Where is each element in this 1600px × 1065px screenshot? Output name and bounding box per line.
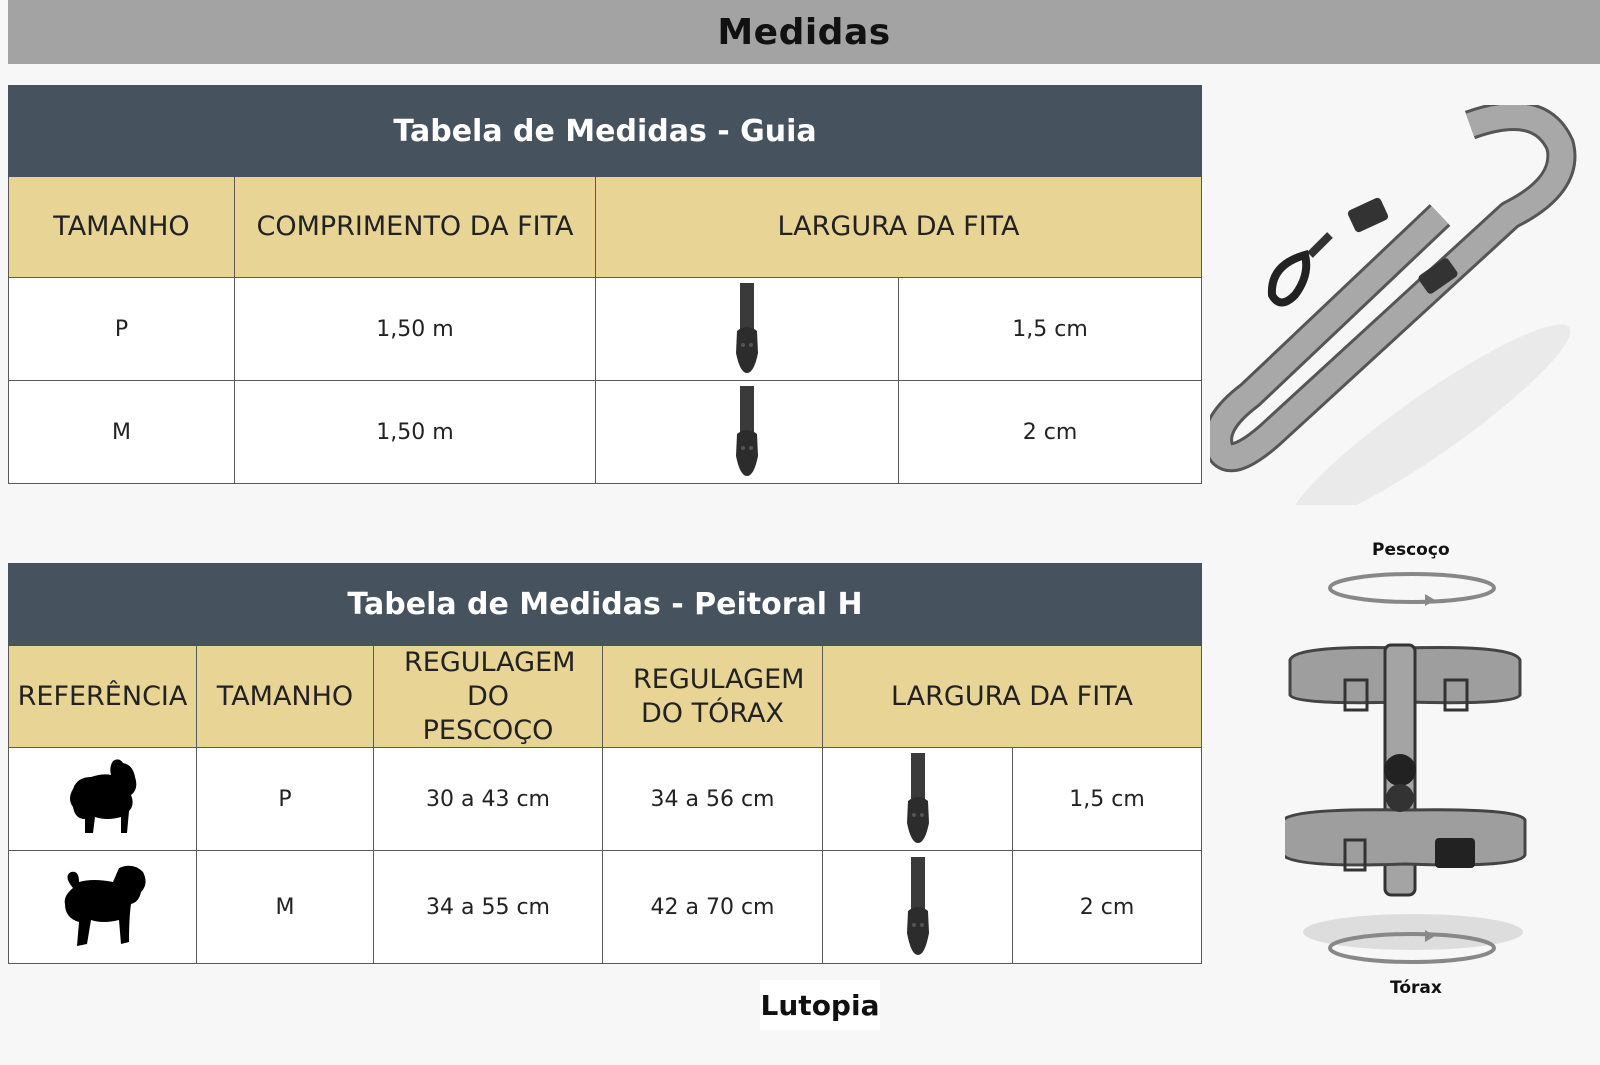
peitoral-row-pescoco: 34 a 55 cm (374, 851, 603, 964)
strap-icon (732, 283, 762, 375)
table-row (9, 851, 1202, 964)
peitoral-row-largura: 2 cm (1013, 851, 1202, 964)
strap-icon (903, 857, 933, 957)
chest-label: Tórax (1390, 978, 1442, 998)
guia-header-tamanho: TAMANHO (9, 177, 235, 278)
peitoral-row-tamanho: M (197, 851, 374, 964)
harness-illustration (1285, 570, 1545, 970)
pomeranian-silhouette-icon (63, 755, 143, 837)
reference-image (9, 748, 197, 851)
strap-thumbnail (823, 851, 1013, 964)
guia-row-comprimento: 1,50 m (235, 381, 596, 484)
peitoral-row-pescoco: 30 a 43 cm (374, 748, 603, 851)
table-row (9, 748, 1202, 851)
peitoral-table-title: Tabela de Medidas - Peitoral H (9, 564, 1202, 646)
peitoral-header-tamanho: TAMANHO (197, 646, 374, 748)
peitoral-row-tamanho: P (197, 748, 374, 851)
pug-silhouette-icon (53, 858, 153, 950)
peitoral-header-pescoco: REGULAGEM DO PESCOÇO (374, 646, 603, 748)
peitoral-table (8, 563, 1202, 964)
strap-thumbnail (596, 278, 899, 381)
peitoral-header-largura: LARGURA DA FITA (823, 646, 1202, 748)
strap-thumbnail (823, 748, 1013, 851)
guia-row-tamanho: P (9, 278, 235, 381)
peitoral-row-torax: 42 a 70 cm (603, 851, 823, 964)
strap-icon (903, 753, 933, 845)
guia-row-largura: 2 cm (899, 381, 1202, 484)
peitoral-row-largura: 1,5 cm (1013, 748, 1202, 851)
table-row (9, 278, 1202, 381)
guia-row-comprimento: 1,50 m (235, 278, 596, 381)
leash-illustration (1210, 105, 1590, 505)
peitoral-header-torax: REGULAGEM DO TÓRAX (603, 646, 823, 748)
page-header (8, 0, 1600, 64)
guia-row-largura: 1,5 cm (899, 278, 1202, 381)
peitoral-row-torax: 34 a 56 cm (603, 748, 823, 851)
guia-header-largura: LARGURA DA FITA (596, 177, 1202, 278)
brand-logo: Lutopia (760, 980, 880, 1030)
guia-header-comprimento: COMPRIMENTO DA FITA (235, 177, 596, 278)
strap-icon (732, 386, 762, 478)
guia-table (8, 85, 1202, 484)
page-title: Medidas (717, 11, 891, 53)
reference-image (9, 851, 197, 964)
guia-row-tamanho: M (9, 381, 235, 484)
guia-table-title: Tabela de Medidas - Guia (9, 86, 1202, 177)
strap-thumbnail (596, 381, 899, 484)
table-row (9, 381, 1202, 484)
peitoral-header-referencia: REFERÊNCIA (9, 646, 197, 748)
neck-label: Pescoço (1372, 540, 1450, 560)
